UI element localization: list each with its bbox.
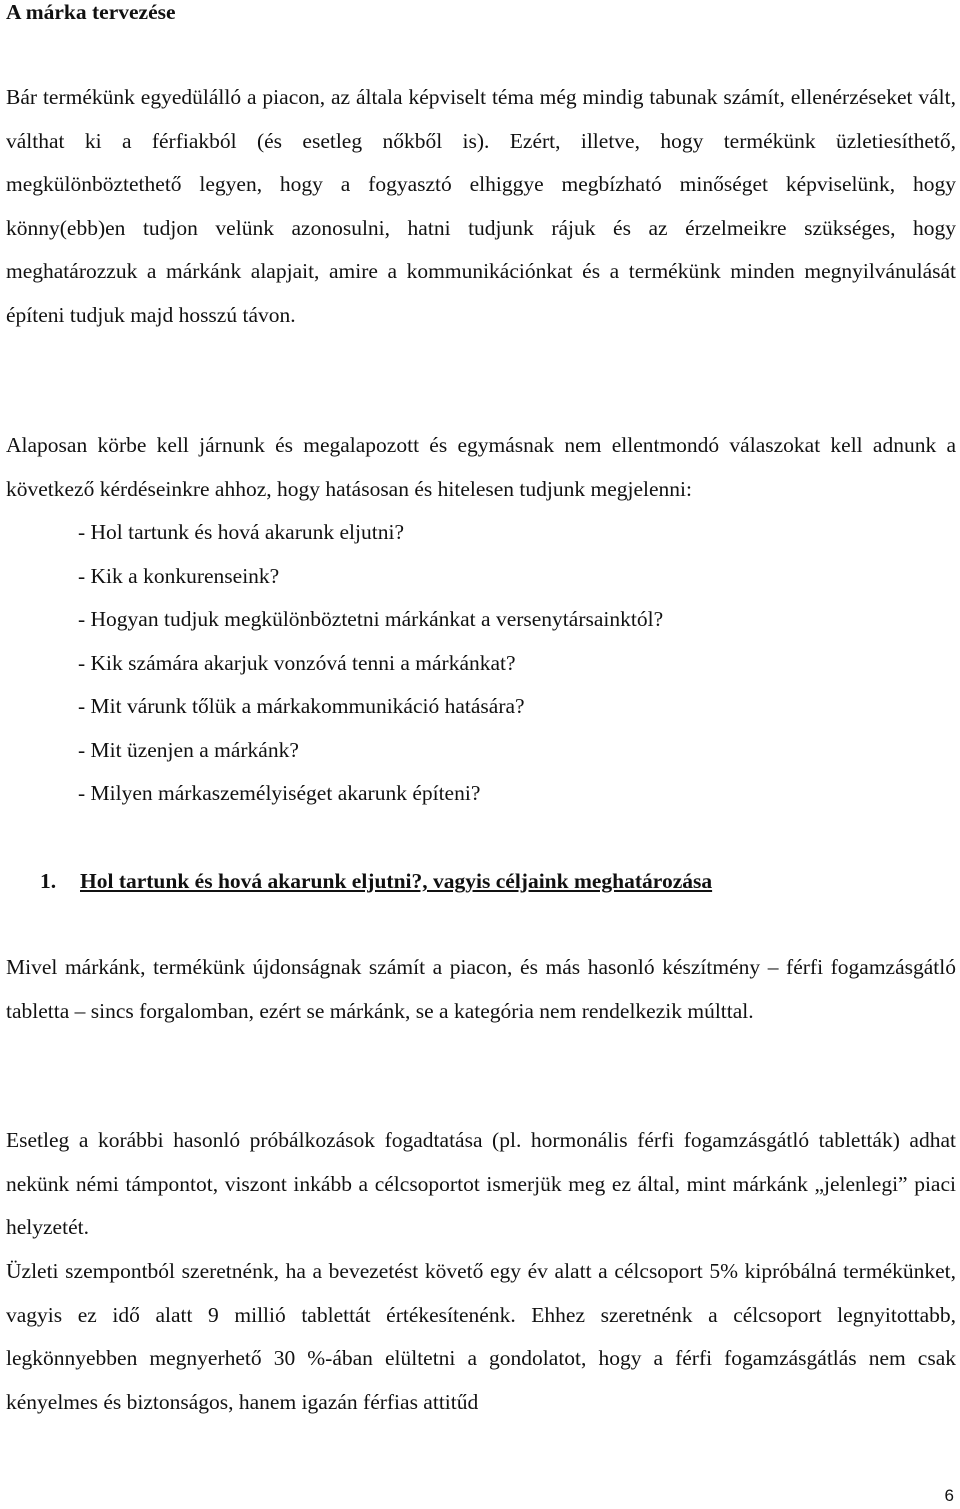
section-paragraph: Üzleti szempontból szeretnénk, ha a bevezetést követő egy év alatt a célcsoport 5% kipróbálná termékünket, vagyis ez idő alatt 9 millió tablettát értékesítenénk. Ehhez szeretnénk a célcsoport legnyitottabb, legkönnyebben megnyerhető 30 %-ában elültetni a gondolatot, hogy a férfi fogamzásgátlás nem csak kényelmes és biztonságos, hanem igazán férfias attitűd xyxy=(6,1259,956,1414)
questions-intro-paragraph: Alaposan körbe kell járnunk és megalapozott és egymásnak nem ellentmondó válaszokat kell adnunk a következő kérdéseinkre ahhoz, hogy hatásosan és hitelesen tudjunk megjelenni: xyxy=(6,433,956,501)
list-item: - Hol tartunk és hová akarunk eljutni? xyxy=(78,520,404,544)
list-item: - Kik a konkurenseink? xyxy=(78,563,280,588)
page-title: A márka tervezése xyxy=(6,0,176,24)
section-heading xyxy=(40,867,712,895)
list-item: - Kik számára akarjuk vonzóvá tenni a márkánkat? xyxy=(78,650,516,675)
intro-paragraph: Bár termékünk egyedülálló a piacon, az általa képviselt téma még mindig tabunak számít, ellenérzéseket vált, válthat ki a férfiakból (és esetleg nőkből is). Ezért, illetve, hogy termékünk üzletiesíthető, megkülönböztethető legyen, hogy a fogyasztó elhiggye megbízható minőséget képviselünk, hogy könny(ebb)en tudjon velünk azonosulni, hatni tudjunk rájuk és az érzelmeikre szükséges, hogy meghatározzuk a márkánk alapjait, amire a kommunikációnkat és a termékünk minden megnyilvánulását építeni tudjuk majd hosszú távon. xyxy=(6,85,956,327)
list-item: - Hogyan tudjuk megkülönböztetni márkánkat a versenytársainktól? xyxy=(78,607,664,631)
section-paragraph: Mivel márkánk, termékünk újdonságnak számít a piacon, és más hasonló készítmény – férfi fogamzásgátló tabletta – sincs forgalomban, ezért se márkánk, se a kategória nem rendelkezik múlttal. xyxy=(6,955,956,1023)
section-number: 1. xyxy=(40,869,57,893)
list-item: - Mit üzenjen a márkánk? xyxy=(78,737,299,762)
question-list xyxy=(78,511,663,816)
section-title: Hol tartunk és hová akarunk eljutni?, vagyis céljaink meghatározása xyxy=(80,869,713,893)
list-item: - Mit várunk tőlük a márkakommunikáció hatására? xyxy=(78,694,525,718)
list-item: - Milyen márkaszemélyiséget akarunk építeni? xyxy=(78,781,481,805)
section-paragraph: Esetleg a korábbi hasonló próbálkozások fogadtatása (pl. hormonális férfi fogamzásgátló tabletták) adhat nekünk némi támpontot, viszont inkább a célcsoportot ismerjük meg ez által, mint márkánk „jelenlegi” piaci helyzetét. xyxy=(6,1128,956,1239)
page-number: 6 xyxy=(944,1486,954,1505)
